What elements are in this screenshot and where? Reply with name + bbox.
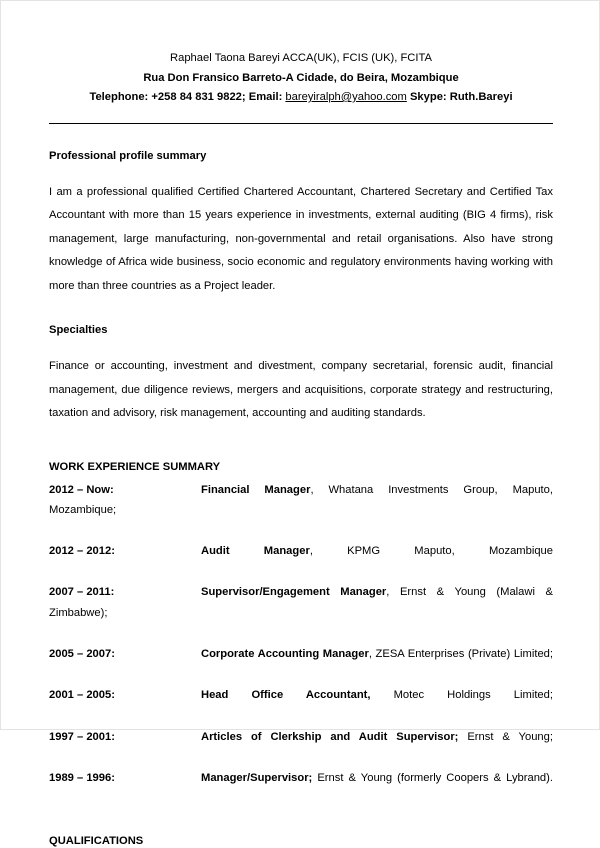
- section-heading-work-experience: WORK EXPERIENCE SUMMARY: [49, 460, 221, 473]
- work-experience-row: [49, 480, 553, 542]
- work-experience-role: Audit Manager: [201, 545, 310, 558]
- work-experience-row: [49, 685, 553, 726]
- email-link[interactable]: bareyiralph@yahoo.com: [285, 91, 407, 103]
- work-experience-organisation: , Whatana Investments Group, Maputo, Mozambique;: [49, 483, 553, 517]
- work-experience-role: Supervisor/Engagement Manager: [201, 586, 387, 599]
- work-experience-organisation: , ZESA Enterprises (Private) Limited;: [368, 648, 554, 661]
- specialties-body: Finance or accounting, investment and divestment, company secretarial, forensic audit, financial management, due diligence reviews, mergers and acquisitions, corporate strategy and restructuring, taxation and advisory, risk management, accounting and auditing standards.: [49, 360, 553, 419]
- work-experience-role: Head Office Accountant,: [201, 689, 371, 702]
- candidate-address-line: Rua Don Fransico Barreto-A Cidade, do Beira, Mozambique: [143, 71, 459, 84]
- work-experience-row: [49, 727, 553, 768]
- work-experience-role: Manager/Supervisor;: [201, 771, 313, 784]
- section-heading-qualifications: QUALIFICATIONS: [49, 835, 144, 847]
- contact-skype-text: Skype: Ruth.Bareyi: [406, 91, 513, 103]
- work-experience-organisation: , Ernst & Young (Malawi & Zimbabwe);: [49, 586, 553, 620]
- work-experience-row: [49, 541, 553, 582]
- section-heading-specialties: Specialties: [49, 324, 108, 336]
- section-heading-professional-profile: Professional profile summary: [49, 149, 207, 162]
- resume-content: [49, 1, 553, 848]
- work-experience-date: 1989 – 1996:: [49, 771, 115, 784]
- work-experience-date: 2007 – 2011:: [49, 586, 115, 599]
- candidate-name-line: Raphael Taona Bareyi ACCA(UK), FCIS (UK), FCITA: [170, 52, 432, 64]
- work-experience-row: [49, 582, 553, 644]
- work-experience-organisation: Ernst & Young;: [458, 730, 553, 743]
- work-experience-row: [49, 768, 553, 809]
- work-experience-list: [49, 480, 553, 810]
- work-experience-date: 2012 – Now:: [49, 483, 114, 496]
- professional-profile-body: I am a professional qualified Certified Chartered Accountant, Chartered Secretary and Certified Tax Accountant with more than 15 years experience in investments, external auditing (BIG 4 firms), risk management, large manufacturing, non-governmental and retail organisations. Also have strong knowledge of Africa wide business, socio economic and regulatory environments having working with more than three countries as a Project leader.: [49, 185, 553, 292]
- candidate-contact-line: [49, 88, 553, 108]
- work-experience-organisation: Ernst & Young (formerly Coopers & Lybrand).: [312, 771, 553, 784]
- work-experience-organisation: , KPMG Maputo, Mozambique: [309, 545, 553, 558]
- header-divider: [49, 123, 553, 124]
- work-experience-role: Corporate Accounting Manager: [201, 648, 369, 661]
- work-experience-date: 1997 – 2001:: [49, 730, 115, 743]
- work-experience-role: Articles of Clerkship and Audit Supervisor;: [201, 730, 459, 743]
- work-experience-date: 2012 – 2012:: [49, 545, 115, 558]
- work-experience-date: 2005 – 2007:: [49, 648, 115, 661]
- work-experience-organisation: Motec Holdings Limited;: [370, 689, 553, 702]
- work-experience-date: 2001 – 2005:: [49, 689, 115, 702]
- work-experience-row: [49, 644, 553, 685]
- resume-header: [49, 1, 553, 108]
- contact-telephone-text: Telephone: +258 84 831 9822; Email:: [89, 91, 286, 103]
- work-experience-role: Financial Manager: [201, 483, 311, 496]
